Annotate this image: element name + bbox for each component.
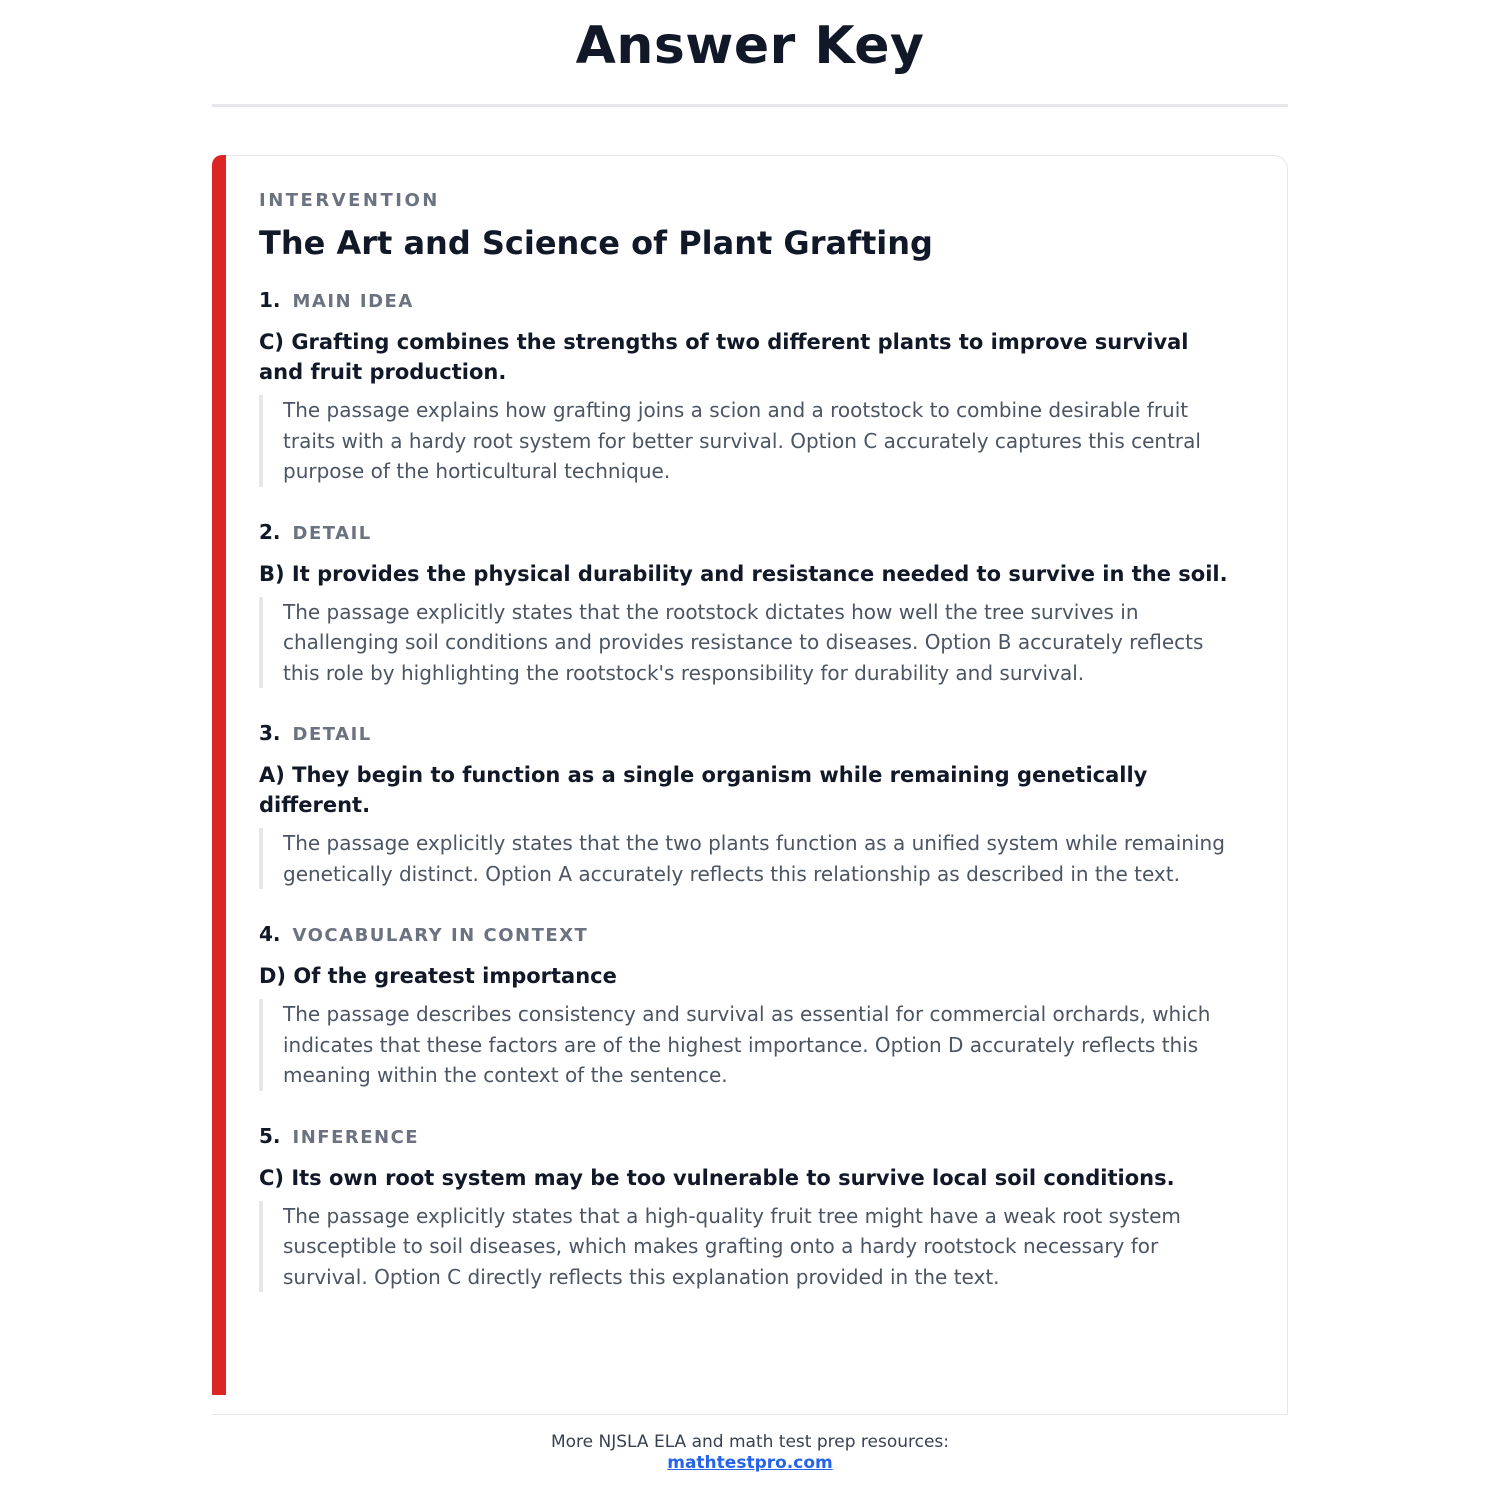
answer-explanation: The passage explains how grafting joins a scion and a rootstock to combine desirable fruit traits with a hardy root system for better survival. Option C accurately captures this central purpose of the horticultural technique. bbox=[259, 395, 1239, 487]
question-skill: DETAIL bbox=[292, 724, 372, 745]
question-item-5 bbox=[259, 1121, 1239, 1293]
question-item-2 bbox=[259, 517, 1239, 689]
question-skill: INFERENCE bbox=[292, 1126, 420, 1148]
question-item-4 bbox=[259, 919, 1239, 1091]
question-header bbox=[259, 919, 1239, 951]
answer-card-content bbox=[259, 187, 1239, 1322]
question-number: 2. bbox=[259, 519, 281, 544]
question-header bbox=[259, 718, 1239, 750]
passage-title: The Art and Science of Plant Grafting bbox=[259, 224, 933, 262]
question-number: 5. bbox=[259, 1123, 281, 1148]
question-header bbox=[259, 1121, 1239, 1153]
answer-explanation: The passage describes consistency and survival as essential for commercial orchards, which indicates that these factors are of the highest importance. Option D accurately reflects this meaning within the context of the sentence. bbox=[259, 999, 1239, 1091]
question-skill: MAIN IDEA bbox=[292, 291, 414, 312]
section-label: INTERVENTION bbox=[259, 190, 440, 211]
question-number: 3. bbox=[259, 721, 281, 745]
question-list bbox=[259, 285, 1239, 1292]
question-item-1 bbox=[259, 285, 1239, 487]
correct-answer: C) Its own root system may be too vulnerable to survive local soil conditions. bbox=[259, 1165, 1175, 1190]
question-number: 1. bbox=[259, 288, 281, 312]
question-header bbox=[259, 517, 1239, 549]
footer-text: More NJSLA ELA and math test prep resources: bbox=[550, 1432, 950, 1452]
correct-answer: D) Of the greatest importance bbox=[259, 964, 617, 988]
answer-explanation: The passage explicitly states that the rootstock dictates how well the tree survives in challenging soil conditions and provides resistance to diseases. Option B accurately reflects this role by highlighting the rootstock's responsibility for durability and survival. bbox=[259, 597, 1239, 689]
question-header bbox=[259, 285, 1239, 317]
question-skill: VOCABULARY IN CONTEXT bbox=[292, 925, 589, 946]
correct-answer: B) It provides the physical durability and resistance needed to survive in the soil. bbox=[259, 561, 1228, 586]
question-skill: DETAIL bbox=[292, 522, 372, 544]
question-number: 4. bbox=[259, 922, 281, 946]
question-item-3 bbox=[259, 718, 1239, 889]
answer-explanation: The passage explicitly states that a high-quality fruit tree might have a weak root system susceptible to soil diseases, which makes grafting onto a hardy rootstock necessary for survival. Option C directly reflects this explanation provided in the text. bbox=[259, 1201, 1239, 1293]
title-divider bbox=[212, 104, 1288, 107]
correct-answer: A) They begin to function as a single organism while remaining genetically different. bbox=[259, 763, 1148, 817]
correct-answer: C) Grafting combines the strengths of two different plants to improve survival and fruit production. bbox=[259, 330, 1189, 384]
answer-explanation: The passage explicitly states that the two plants function as a unified system while remaining genetically distinct. Option A accurately reflects this relationship as described in the text. bbox=[259, 828, 1239, 889]
card-accent-bar bbox=[212, 155, 226, 1395]
footer bbox=[0, 1432, 1500, 1474]
footer-link[interactable]: mathtestpro.com bbox=[667, 1453, 833, 1473]
page-title: Answer Key bbox=[575, 16, 925, 76]
